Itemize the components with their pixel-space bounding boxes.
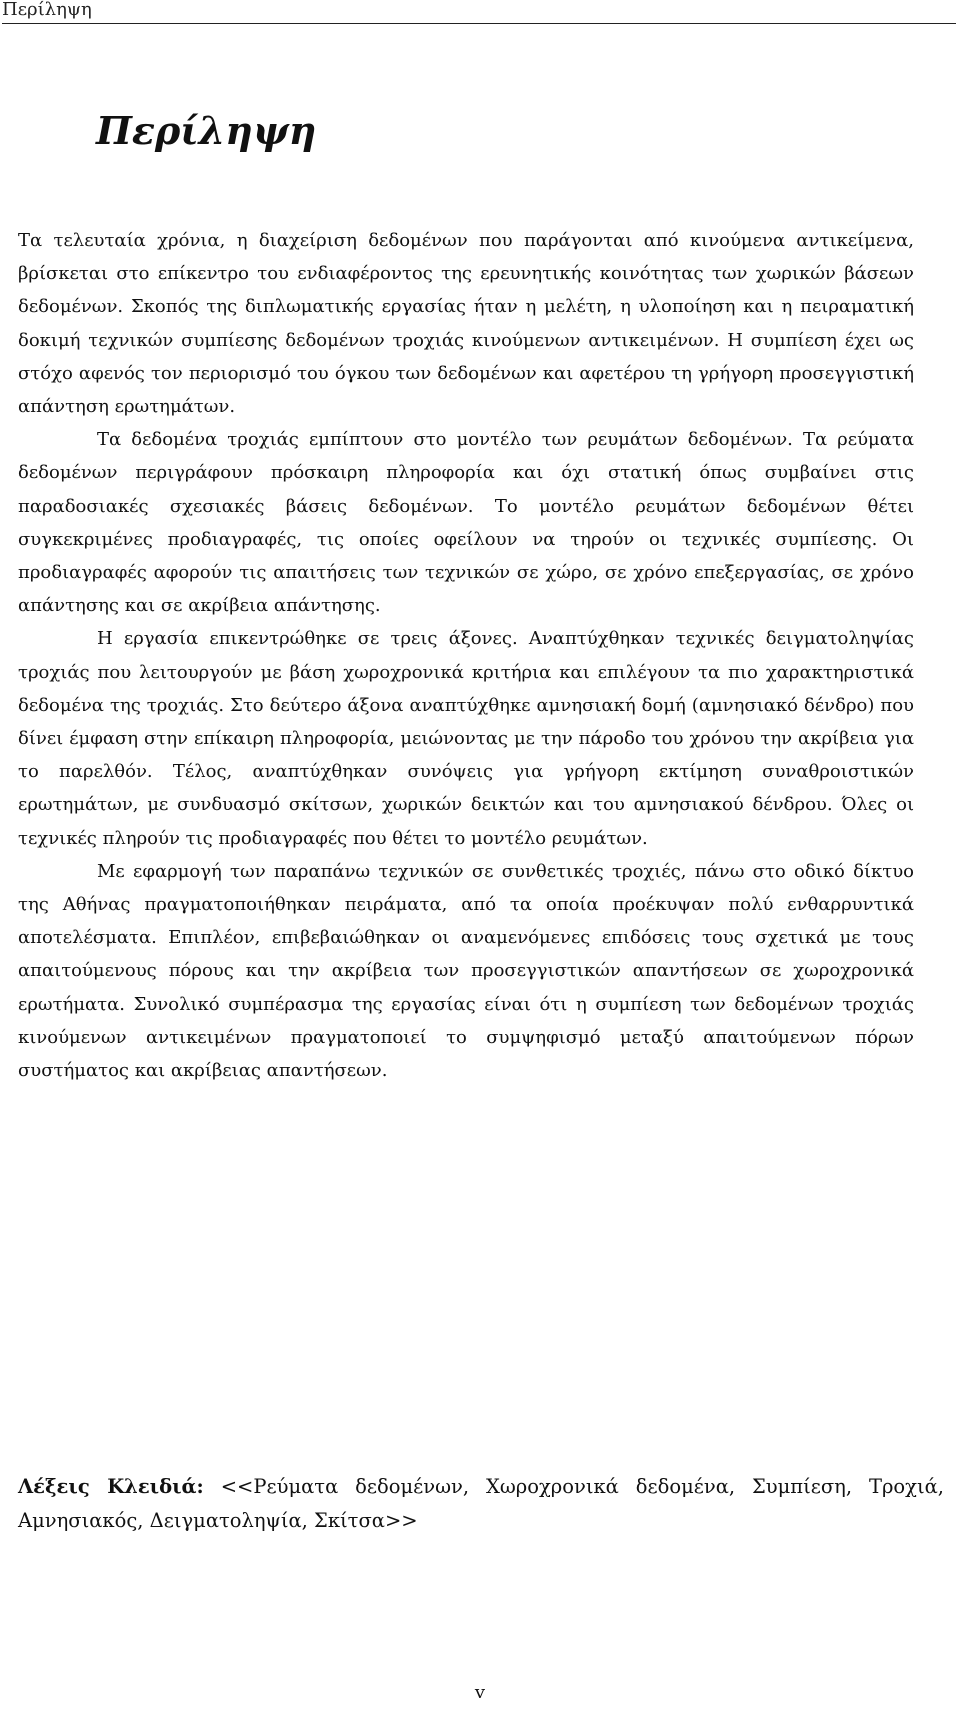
keywords-label: Λέξεις Κλειδιά: <box>18 1475 204 1498</box>
abstract-paragraph: Τα τελευταία χρόνια, η διαχείριση δεδομένων που παράγονται από κινούμενα αντικείμενα, βρίσκεται στο επίκεντρο του ενδιαφέροντος της ερευνητικής κοινότητας των χωρικών βάσεων δεδομένων. Σκοπός της διπλωματικής εργασίας ήταν η μελέτη, η υλοποίηση και η πειραματική δοκιμή τεχνικών συμπίεσης δεδομένων τροχιάς κινούμενων αντικειμένων. Η συμπίεση έχει ως στόχο αφενός τον περιορισμό του όγκου των δεδομένων και αφετέρου τη γρήγορη προσεγγιστική απάντηση ερωτημάτων. <box>18 230 914 418</box>
abstract-body <box>18 224 914 1087</box>
running-header-title: Περίληψη <box>2 0 92 20</box>
abstract-paragraph: Τα δεδομένα τροχιάς εμπίπτουν στο μοντέλο των ρευμάτων δεδομένων. Τα ρεύματα δεδομένων περιγράφουν πρόσκαιρη πληροφορία και όχι στατική όπως συμβαίνει στις παραδοσιακές σχεσιακές βάσεις δεδομένων. Το μοντέλο ρευμάτων δεδομένων θέτει συγκεκριμένες προδιαγραφές, τις οποίες οφείλουν να τηρούν οι τεχνικές συμπίεσης. Οι προδιαγραφές αφορούν τις απαιτήσεις των τεχνικών σε χώρο, σε χρόνο επεξεργασίας, σε χρόνο απάντησης και σε ακρίβεια απάντησης. <box>18 429 914 617</box>
page-title: Περίληψη <box>96 108 317 153</box>
abstract-paragraph: Η εργασία επικεντρώθηκε σε τρεις άξονες. Αναπτύχθηκαν τεχνικές δειγματοληψίας τροχιάς που λειτουργούν με βάση χωροχρονικά κριτήρια και επιλέγουν τα πιο χαρακτηριστικά δεδομένα της τροχιάς. Στο δεύτερο άξονα αναπτύχθηκε αμνησιακή δομή (αμνησιακό δένδρο) που δίνει έμφαση στην επίκαιρη πληροφορία, μειώνοντας με την πάροδο του χρόνου την ακρίβεια για το παρελθόν. Τέλος, αναπτύχθηκαν συνόψεις για γρήγορη εκτίμηση συναθροιστικών ερωτημάτων, με συνδυασμό σκίτσων, χωρικών δεικτών και του αμνησιακού δένδρου. Όλες οι τεχνικές πληρούν τις προδιαγραφές που θέτει το μοντέλο ρευμάτων. <box>18 628 914 849</box>
keywords-section <box>18 1470 944 1538</box>
abstract-paragraph: Με εφαρμογή των παραπάνω τεχνικών σε συνθετικές τροχιές, πάνω στο οδικό δίκτυο της Αθήνας πραγματοποιήθηκαν πειράματα, από τα οποία προέκυψαν πολύ ενθαρρυντικά αποτελέσματα. Επιπλέον, επιβεβαιώθηκαν οι αναμενόμενες επιδόσεις τους σχετικά με τους απαιτούμενους πόρους και την ακρίβεια των προσεγγιστικών απαντήσεων σε χωροχρονικά ερωτήματα. Συνολικό συμπέρασμα της εργασίας είναι ότι η συμπίεση των δεδομένων τροχιάς κινούμενων αντικειμένων πραγματοποιεί το συμψηφισμό μεταξύ απαιτούμενων πόρων συστήματος και ακρίβειας απαντήσεων. <box>18 860 914 1082</box>
keywords-list: <<Ρεύματα δεδομένων, Χωροχρονικά δεδομένα, Συμπίεση, Τροχιά, Αμνησιακός, Δειγματοληψία, Σκίτσα>> <box>18 1475 945 1532</box>
page-number: v <box>474 1682 486 1703</box>
running-header <box>2 0 956 24</box>
